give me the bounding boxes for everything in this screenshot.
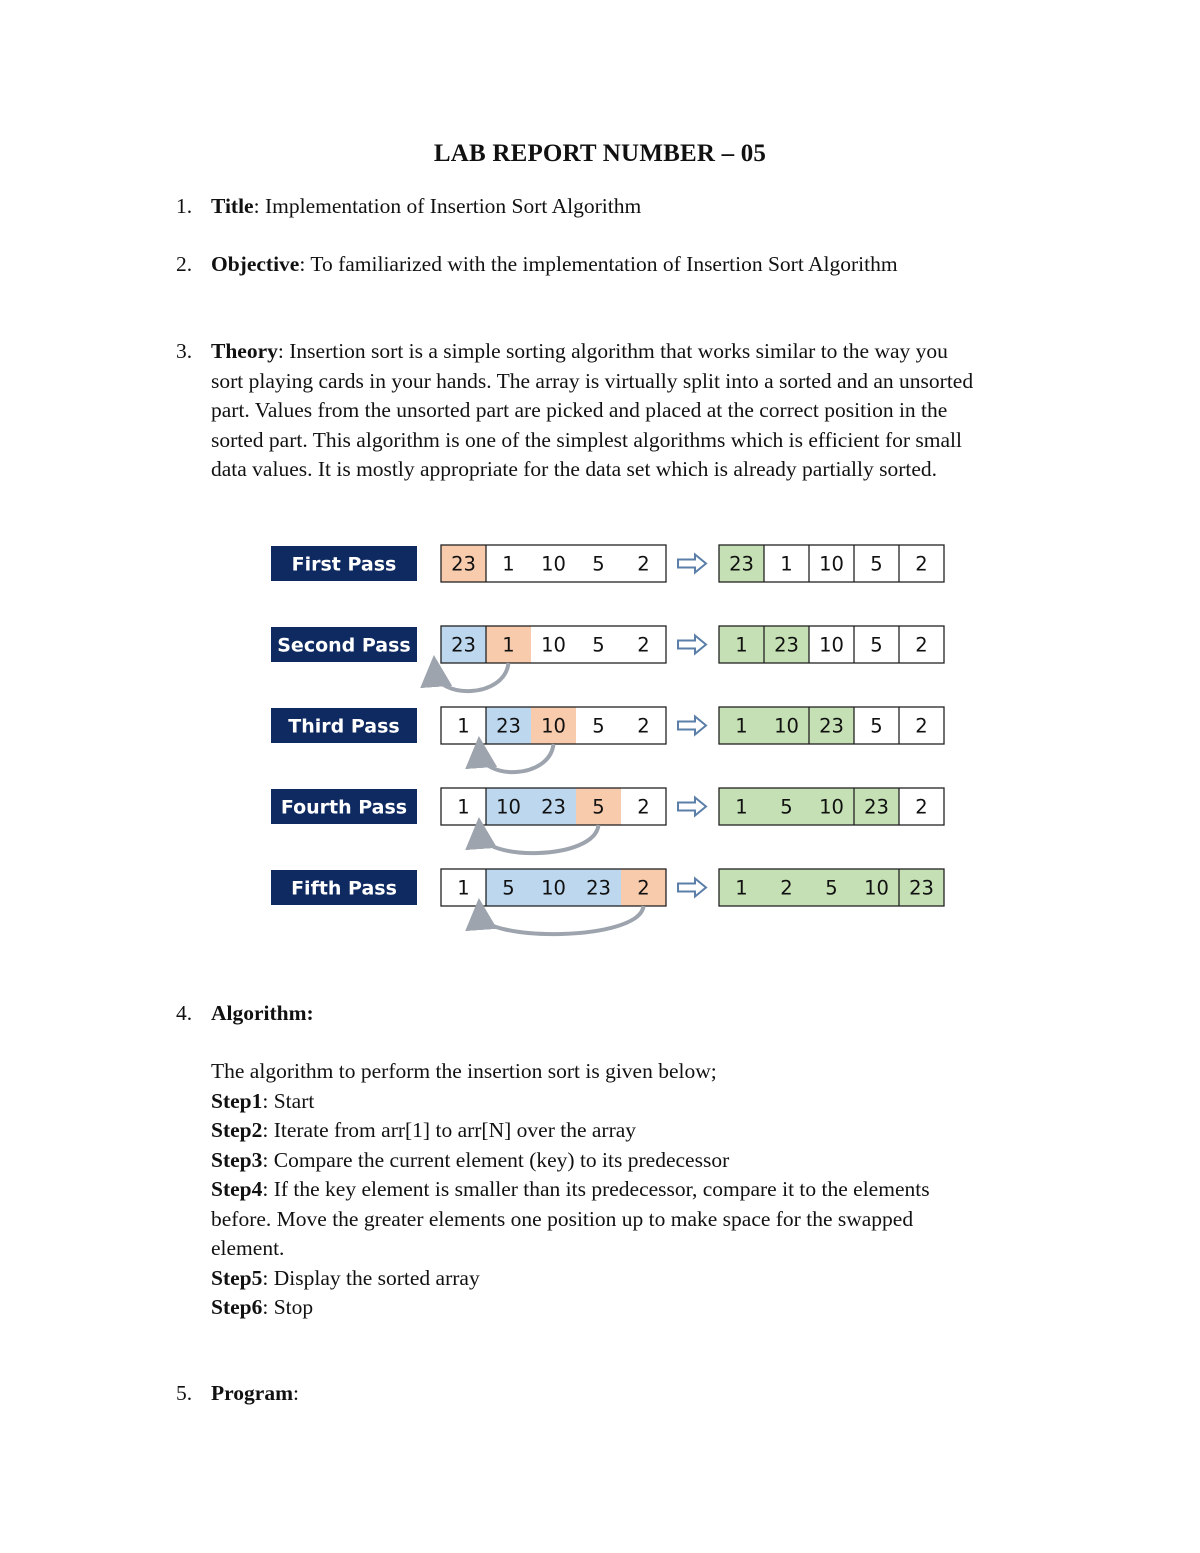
step-4-continued-2: element. xyxy=(211,1236,285,1260)
after-cell-value: 10 xyxy=(819,795,844,819)
step-5 xyxy=(211,1264,1051,1294)
before-cell-value: 1 xyxy=(457,714,470,738)
before-cell-value: 5 xyxy=(592,633,605,657)
step-text: : Display the sorted array xyxy=(262,1265,480,1290)
after-cell-value: 23 xyxy=(729,552,754,576)
step-text: : Stop xyxy=(262,1295,314,1319)
step-text: : Iterate from arr[1] to arr[N] over the array xyxy=(262,1118,637,1142)
after-cell-value: 2 xyxy=(915,795,928,819)
after-cell-value: 2 xyxy=(780,876,793,900)
pass-row xyxy=(271,545,944,582)
after-cell-value: 1 xyxy=(735,795,748,819)
before-cell-value: 23 xyxy=(586,876,611,900)
step-label: Step1 xyxy=(211,1088,263,1113)
pass-row xyxy=(271,788,944,853)
item-number: 3. xyxy=(176,339,193,363)
theory-line-4: sorted part. This algorithm is one of the simplest algorithms which is efficient for small xyxy=(211,427,962,452)
pass-label-text: Third Pass xyxy=(288,715,400,738)
step-6 xyxy=(211,1293,1051,1323)
theory-line-2: sort playing cards in your hands. The array is virtually split into a sorted and an unsorted xyxy=(211,368,974,393)
pass-label-text: Second Pass xyxy=(277,634,411,657)
after-cell-value: 5 xyxy=(780,795,793,819)
before-cell-value: 5 xyxy=(592,714,605,738)
after-cell-value: 1 xyxy=(735,876,748,900)
before-cell-value: 5 xyxy=(592,795,605,819)
item-number: 5. xyxy=(176,1381,193,1405)
program-separator: : xyxy=(293,1381,299,1405)
after-cell-value: 23 xyxy=(819,714,844,738)
right-arrow-icon xyxy=(678,798,706,816)
move-curve-arrow xyxy=(480,906,644,934)
move-curve-arrow xyxy=(480,825,599,853)
theory-line-5: data values. It is mostly appropriate for the data set which is already partially sorted. xyxy=(211,457,937,481)
before-cell-value: 10 xyxy=(496,795,521,819)
title-separator: : xyxy=(253,194,265,218)
after-cell-value: 2 xyxy=(915,714,928,738)
theory-text-1: Insertion sort is a simple sorting algorithm that works similar to the way you xyxy=(289,339,948,363)
before-cell-value: 10 xyxy=(541,876,566,900)
before-cell-value: 23 xyxy=(451,633,476,657)
before-cell-value: 10 xyxy=(541,714,566,738)
step-text: : If the key element is smaller than its predecessor, compare it to the elements xyxy=(262,1177,930,1201)
after-cell-value: 5 xyxy=(870,552,883,576)
pass-label-text: Fifth Pass xyxy=(291,877,397,900)
title-text: Implementation of Insertion Sort Algorithm xyxy=(264,194,642,218)
before-cell-value: 10 xyxy=(541,552,566,576)
program-label: Program xyxy=(211,1381,293,1405)
after-cell-value: 1 xyxy=(780,552,793,576)
after-cell-value: 1 xyxy=(735,714,748,738)
before-cell-value: 5 xyxy=(592,552,605,576)
objective-label: Objective xyxy=(211,252,300,276)
step-3 xyxy=(211,1146,1051,1176)
title-label: Title xyxy=(211,194,254,218)
pass-label-text: First Pass xyxy=(291,553,397,576)
item-number: 4. xyxy=(176,1001,193,1025)
before-cell-value: 2 xyxy=(637,795,650,819)
before-cell-value: 2 xyxy=(637,714,650,738)
algorithm-intro: The algorithm to perform the insertion sort is given below; xyxy=(211,1059,717,1083)
before-cell-value: 23 xyxy=(541,795,566,819)
before-cell-value: 5 xyxy=(502,876,515,900)
step-4-continued-1: before. Move the greater elements one position up to make space for the swapped xyxy=(211,1206,914,1231)
step-label: Step6 xyxy=(211,1295,263,1319)
step-label: Step4 xyxy=(211,1177,263,1201)
after-cell-value: 1 xyxy=(735,633,748,657)
after-cell-value: 10 xyxy=(819,552,844,576)
before-cell-value: 10 xyxy=(541,633,566,657)
theory-line-3: part. Values from the unsorted part are picked and placed at the correct position in the xyxy=(211,398,948,422)
before-cell-value: 23 xyxy=(451,552,476,576)
pass-row xyxy=(271,626,944,691)
theory-separator: : xyxy=(277,339,290,363)
after-cell-value: 5 xyxy=(825,876,838,900)
objective-text: To familiarized with the implementation of Insertion Sort Algorithm xyxy=(310,252,898,276)
report-heading: LAB REPORT NUMBER – 05 xyxy=(433,140,767,167)
before-cell-value: 23 xyxy=(496,714,521,738)
step-text: : Compare the current element (key) to its predecessor xyxy=(262,1147,730,1172)
after-cell-value: 23 xyxy=(864,795,889,819)
after-cell-value: 23 xyxy=(909,876,934,900)
objective-separator: : xyxy=(299,252,311,276)
step-label: Step3 xyxy=(211,1147,263,1172)
after-cell-value: 5 xyxy=(870,633,883,657)
move-curve-arrow xyxy=(480,744,554,772)
step-4 xyxy=(211,1175,1051,1205)
step-label: Step5 xyxy=(211,1265,263,1290)
before-cell-value: 1 xyxy=(502,633,515,657)
before-cell-value: 1 xyxy=(502,552,515,576)
after-cell-value: 5 xyxy=(870,714,883,738)
after-cell-value: 10 xyxy=(819,633,844,657)
move-curve-arrow xyxy=(435,663,509,691)
step-1 xyxy=(211,1087,1051,1117)
step-text: : Start xyxy=(262,1088,315,1113)
after-cell-value: 23 xyxy=(774,633,799,657)
right-arrow-icon xyxy=(678,879,706,897)
before-cell-value: 1 xyxy=(457,795,470,819)
item-number: 2. xyxy=(176,252,193,276)
step-label: Step2 xyxy=(211,1118,263,1142)
pass-row xyxy=(271,707,944,772)
before-cell-value: 2 xyxy=(637,876,650,900)
right-arrow-icon xyxy=(678,717,706,735)
pass-row xyxy=(271,869,944,934)
before-cell-value: 2 xyxy=(637,552,650,576)
after-cell-value: 10 xyxy=(864,876,889,900)
theory-label: Theory xyxy=(211,339,278,363)
algorithm-label: Algorithm: xyxy=(211,1001,314,1025)
pass-label-text: Fourth Pass xyxy=(280,796,408,819)
step-2 xyxy=(211,1116,1051,1146)
before-cell-value: 2 xyxy=(637,633,650,657)
right-arrow-icon xyxy=(678,555,706,573)
item-number: 1. xyxy=(176,194,193,218)
before-cell-value: 1 xyxy=(457,876,470,900)
after-cell-value: 2 xyxy=(915,633,928,657)
right-arrow-icon xyxy=(678,636,706,654)
after-cell-value: 10 xyxy=(774,714,799,738)
after-cell-value: 2 xyxy=(915,552,928,576)
